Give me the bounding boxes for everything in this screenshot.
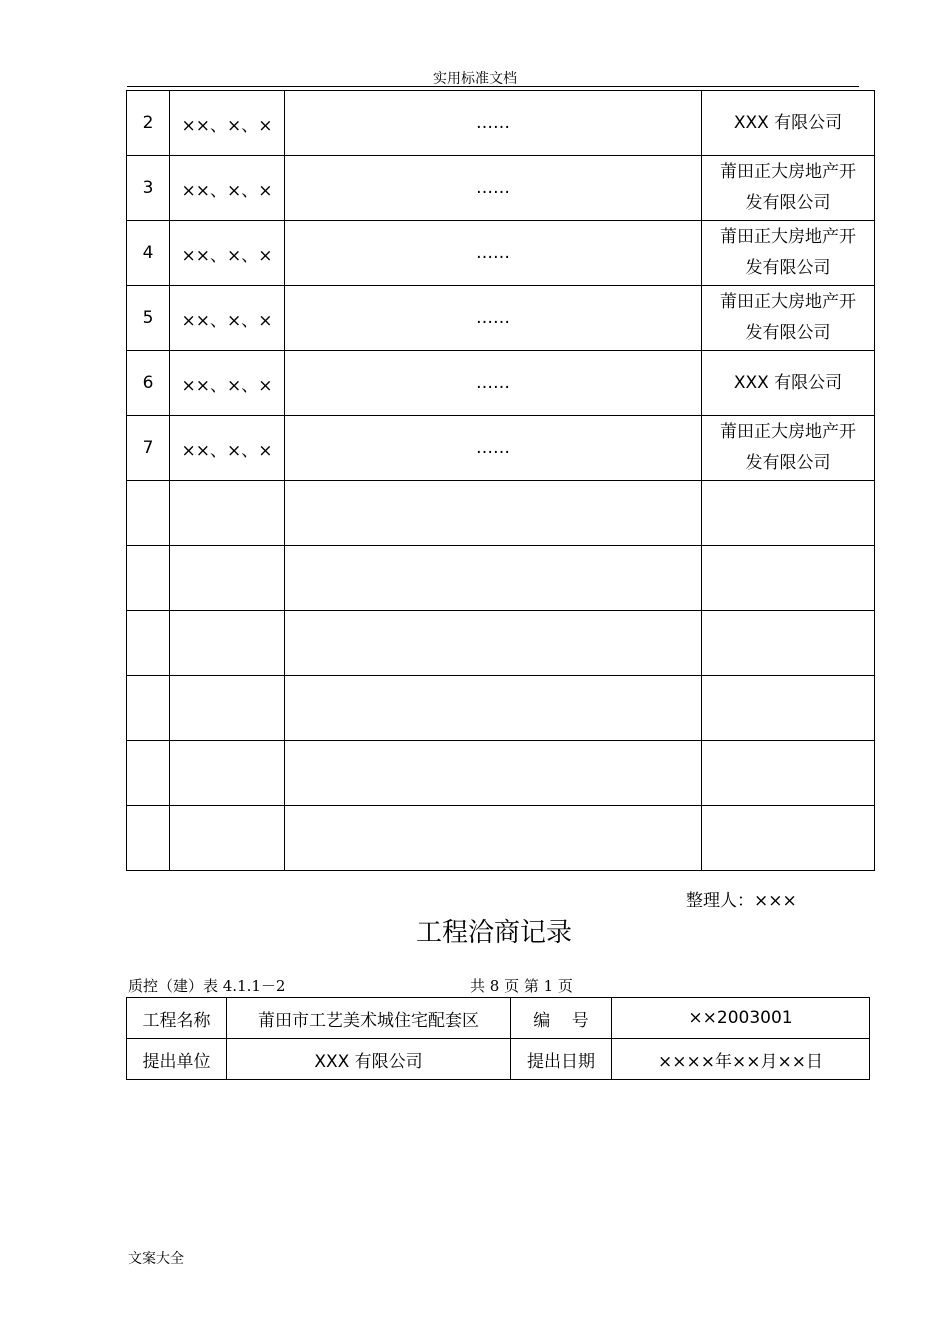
row-content-cell (285, 546, 702, 611)
table-row (127, 676, 875, 741)
table-row (127, 741, 875, 806)
row-unit-cell (702, 806, 875, 871)
table-row (127, 806, 875, 871)
row-unit-cell (702, 676, 875, 741)
row-unit-cell (702, 546, 875, 611)
row-unit-cell: 莆田正大房地产开 发有限公司 (702, 221, 875, 286)
row-code-cell (170, 546, 285, 611)
row-content-cell: …… (285, 351, 702, 416)
row-number-cell: 6 (127, 351, 170, 416)
row-content-cell: …… (285, 416, 702, 481)
table-row (127, 546, 875, 611)
row-number-cell (127, 546, 170, 611)
project-info-row (127, 998, 870, 1039)
row-unit-cell (702, 481, 875, 546)
number-value: ××2003001 (612, 998, 870, 1039)
page-footer-text: 文案大全 (128, 1251, 184, 1267)
row-number-cell (127, 611, 170, 676)
submit-date-label: 提出日期 (511, 1039, 612, 1080)
row-content-cell (285, 676, 702, 741)
row-number-cell (127, 806, 170, 871)
row-code-cell: ××、×、× (170, 221, 285, 286)
row-number-cell: 3 (127, 156, 170, 221)
row-unit-cell: XXX 有限公司 (702, 91, 875, 156)
row-unit-cell: 莆田正大房地产开 发有限公司 (702, 156, 875, 221)
row-code-cell: ××、×、× (170, 156, 285, 221)
row-number-cell (127, 481, 170, 546)
items-table (126, 90, 875, 871)
row-code-cell: ××、×、× (170, 416, 285, 481)
page-count: 共 8 页 第 1 页 (470, 977, 573, 995)
row-code-cell (170, 611, 285, 676)
table-row (127, 481, 875, 546)
submit-date-value: ××××年××月××日 (612, 1039, 870, 1080)
row-content-cell (285, 741, 702, 806)
row-code-cell: ××、×、× (170, 91, 285, 156)
row-content-cell (285, 806, 702, 871)
project-info-table (126, 997, 870, 1080)
row-number-cell: 5 (127, 286, 170, 351)
table-row (127, 351, 875, 416)
submit-unit-value: XXX 有限公司 (227, 1039, 511, 1080)
row-code-cell: ××、×、× (170, 286, 285, 351)
header-divider (127, 86, 859, 87)
row-unit-cell: 莆田正大房地产开 发有限公司 (702, 286, 875, 351)
row-content-cell: …… (285, 91, 702, 156)
table-row (127, 286, 875, 351)
row-unit-cell: XXX 有限公司 (702, 351, 875, 416)
row-unit-cell (702, 611, 875, 676)
table-row (127, 91, 875, 156)
page-header-text: 实用标准文档 (433, 71, 517, 87)
row-code-cell (170, 806, 285, 871)
row-code-cell (170, 481, 285, 546)
row-unit-cell: 莆田正大房地产开 发有限公司 (702, 416, 875, 481)
table-row (127, 221, 875, 286)
row-number-cell (127, 676, 170, 741)
row-number-cell: 7 (127, 416, 170, 481)
submit-unit-label: 提出单位 (127, 1039, 227, 1080)
signature-line: 整理人：××× (686, 891, 797, 911)
row-content-cell: …… (285, 221, 702, 286)
page-title: 工程洽商记录 (415, 918, 572, 948)
number-label: 编 号 (511, 998, 612, 1039)
project-name-label: 工程名称 (127, 998, 227, 1039)
project-name-value: 莆田市工艺美术城住宅配套区 (227, 998, 511, 1039)
form-code: 质控（建）表 4.1.1－2 (128, 977, 286, 995)
row-number-cell: 2 (127, 91, 170, 156)
table-row (127, 416, 875, 481)
row-number-cell (127, 741, 170, 806)
row-unit-cell (702, 741, 875, 806)
row-code-cell: ××、×、× (170, 351, 285, 416)
row-content-cell (285, 481, 702, 546)
row-content-cell: …… (285, 286, 702, 351)
row-number-cell: 4 (127, 221, 170, 286)
project-info-row (127, 1039, 870, 1080)
row-code-cell (170, 741, 285, 806)
row-content-cell (285, 611, 702, 676)
row-content-cell: …… (285, 156, 702, 221)
table-row (127, 611, 875, 676)
row-code-cell (170, 676, 285, 741)
table-row (127, 156, 875, 221)
